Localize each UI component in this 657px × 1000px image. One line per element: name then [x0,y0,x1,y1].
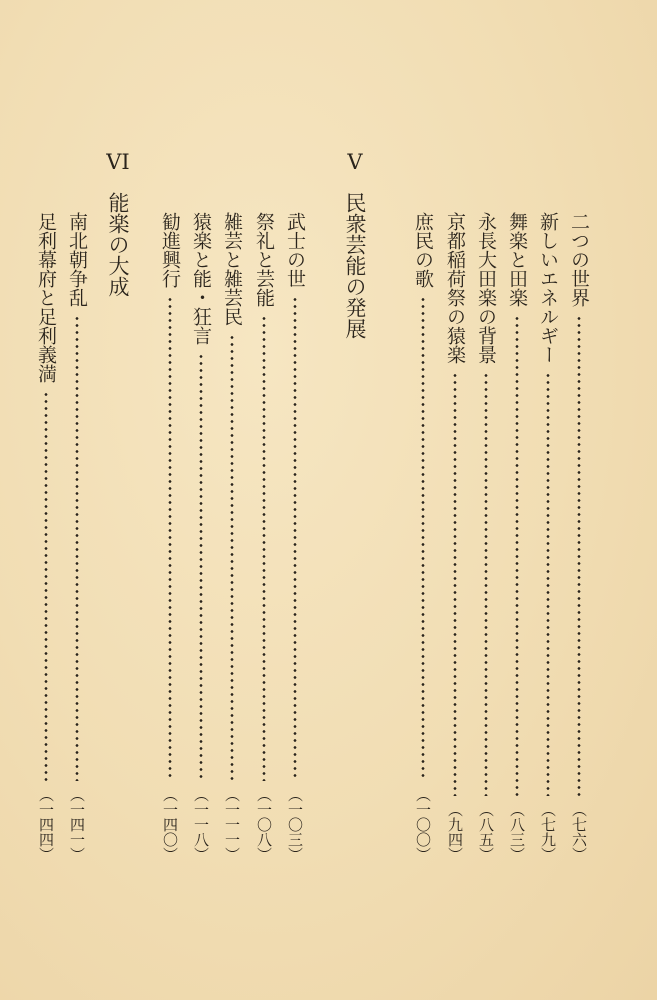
chapter-title: 能楽の大成 [106,192,130,297]
toc-entry [64,212,90,862]
toc-entry [535,212,561,862]
chapter-numeral: VI [106,150,130,174]
entry-page: （八三） [508,802,526,862]
entry-page: （九四） [446,802,464,862]
entry-title: 祭礼と芸能 [253,212,275,307]
entry-title: 二つの世界 [568,212,590,307]
entry-page: （一四一） [68,787,86,862]
entry-page: （八五） [477,802,495,862]
entry-title: 勧進興行 [159,212,181,288]
entry-page: （七九） [539,802,557,862]
toc-entry [473,212,499,862]
dot-leader [230,334,234,781]
chapter-numeral: V [347,150,363,174]
dot-leader [577,315,581,796]
dot-leader [44,391,48,781]
dot-leader [421,296,425,781]
entry-page: （七六） [570,802,588,862]
entry-title: 南北朝争乱 [66,212,88,307]
dot-leader [453,372,457,796]
toc-entry [504,212,530,862]
entry-title: 猿楽と能・狂言 [190,212,212,345]
toc-entry [282,212,308,862]
chapter-heading [339,150,371,339]
toc-entry [410,212,436,862]
toc-entry [566,212,592,862]
chapter-title: 民衆芸能の発展 [343,192,367,339]
dot-leader [293,296,297,781]
dot-leader [262,315,266,781]
entry-title: 舞楽と田楽 [506,212,528,307]
chapter-heading [102,150,134,297]
entry-title: 庶民の歌 [412,212,434,288]
toc-entry [188,212,214,862]
dot-leader [168,296,172,781]
dot-leader [199,353,203,781]
entry-title: 京都稲荷祭の猿楽 [444,212,466,364]
toc-entry [157,212,183,862]
dot-leader [546,372,550,796]
dot-leader [484,372,488,796]
entry-title: 新しいエネルギー [537,212,559,364]
toc-entry [251,212,277,862]
entry-title: 雑芸と雑芸民 [221,212,243,326]
toc-entry [219,212,245,862]
entry-page: （一四〇） [161,787,179,862]
toc-entry [33,212,59,862]
entry-title: 足利幕府と足利義満 [35,212,57,383]
entry-page: （一一一） [223,787,241,862]
dot-leader [515,315,519,796]
toc-entry [442,212,468,862]
entry-page: （一〇三） [286,787,304,862]
entry-page: （一〇八） [255,787,273,862]
dot-leader [75,315,79,781]
entry-page: （一四四） [37,787,55,862]
entry-page: （一〇〇） [414,787,432,862]
entry-title: 永長大田楽の背景 [475,212,497,364]
entry-page: （一一八） [192,787,210,862]
entry-title: 武士の世 [284,212,306,288]
